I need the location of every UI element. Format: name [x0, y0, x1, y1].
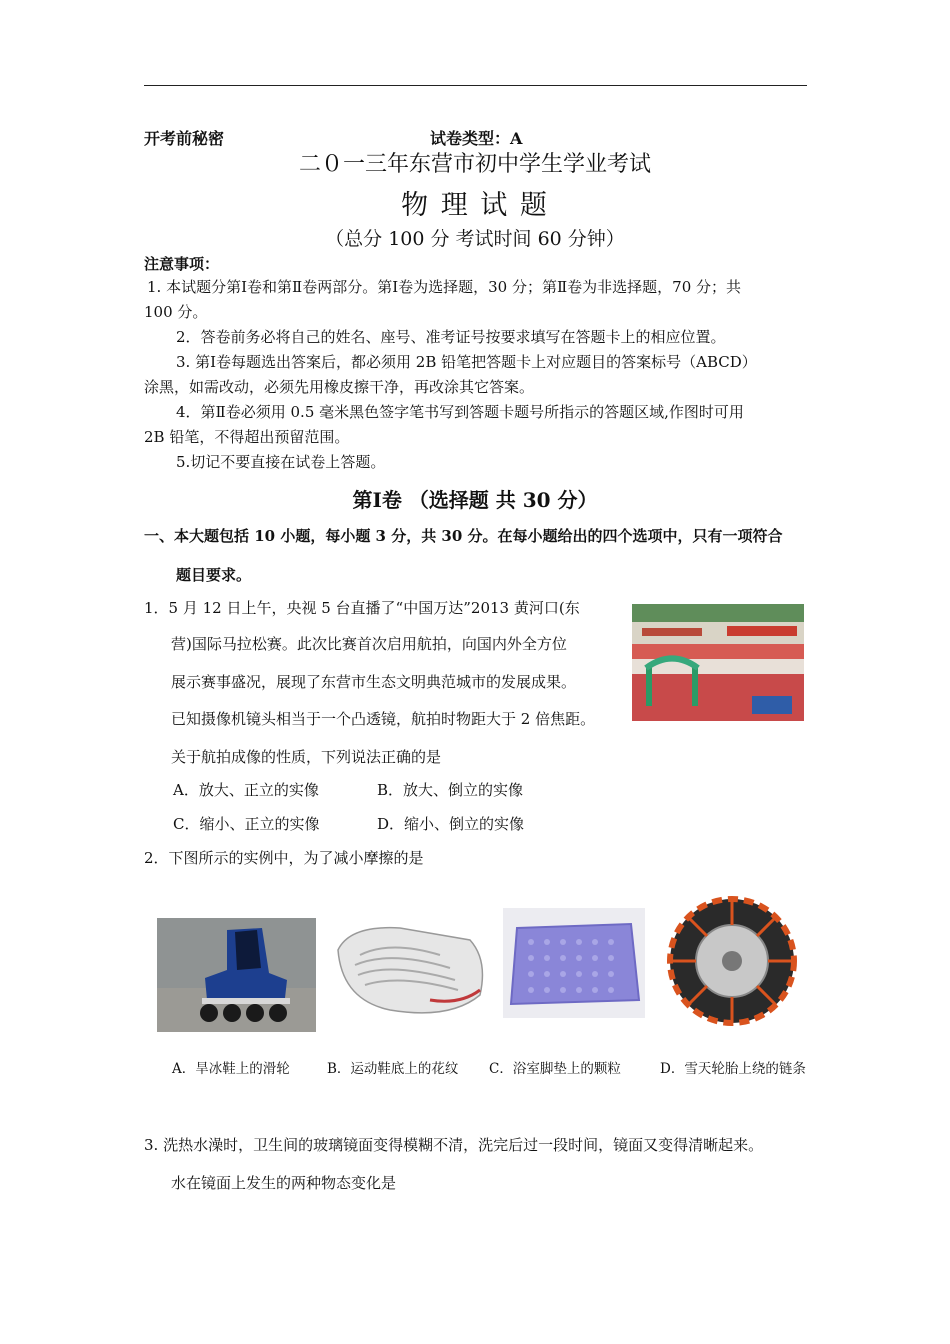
q1-line-5: 关于航拍成像的性质，下列说法正确的是 [171, 748, 442, 766]
q1-option-a: A．放大、正立的实像 [173, 781, 319, 799]
notes-heading: 注意事项： [144, 255, 220, 273]
section-intro-cont: 题目要求。 [176, 566, 252, 584]
section-intro: 一、本大题包括 10 小题，每小题 3 分，共 30 分。在每小题给出的四个选项中，只有一项符合 [144, 527, 783, 545]
q3-line-1: 3. 洗热水澡时，卫生间的玻璃镜面变得模糊不清，洗完后过一段时间，镜面又变得清晰起来。 [144, 1136, 764, 1154]
note-3-cont: 涂黑，如需改动，必须先用橡皮擦干净，再改涂其它答案。 [144, 378, 535, 396]
top-rule [144, 85, 807, 86]
q2-caption-a: A．旱冰鞋上的滑轮 [172, 1061, 290, 1077]
q2-stem: 2．下图所示的实例中，为了减小摩擦的是 [144, 849, 424, 867]
q2-caption-d: D．雪天轮胎上绕的链条 [660, 1061, 806, 1077]
q1-line-3: 展示赛事盛况，展现了东营市生态文明典范城市的发展成果。 [171, 673, 577, 691]
secret-label: 开考前秘密 [144, 129, 225, 148]
tire-chain-photo [664, 886, 800, 1036]
paper-type: 试卷类型：A [430, 129, 523, 148]
bath-mat-photo [503, 908, 645, 1018]
sneaker-sole-photo [330, 910, 491, 1038]
q1-option-d: D．缩小、倒立的实像 [377, 815, 525, 833]
q2-caption-c: C．浴室脚垫上的颗粒 [489, 1061, 621, 1077]
marathon-photo [632, 604, 804, 721]
q1-option-c: C．缩小、正立的实像 [173, 815, 320, 833]
q3-line-2: 水在镜面上发生的两种物态变化是 [171, 1174, 397, 1192]
section-title: 第Ⅰ卷 （选择题 共 30 分） [352, 488, 598, 512]
note-4: 4．第Ⅱ卷必须用 0.5 毫米黑色签字笔书写到答题卡题号所指示的答题区域,作图时可用 [176, 403, 744, 421]
exam-info: （总分 100 分 考试时间 60 分钟） [325, 228, 625, 250]
note-1: 1. 本试题分第Ⅰ卷和第Ⅱ卷两部分。第Ⅰ卷为选择题，30 分；第Ⅱ卷为非选择题，70 分；共 [147, 278, 742, 296]
q1-line-4: 已知摄像机镜头相当于一个凸透镜，航拍时物距大于 2 倍焦距。 [171, 710, 596, 728]
q1-option-b: B．放大、倒立的实像 [377, 781, 524, 799]
subject-title: 物 理 试 题 [401, 190, 549, 221]
q1-line-2: 营)国际马拉松赛。此次比赛首次启用航拍，向国内外全方位 [171, 635, 567, 653]
note-3: 3. 第Ⅰ卷每题选出答案后，都必须用 2B 铅笔把答题卡上对应题目的答案标号（ABCD） [176, 353, 757, 371]
exam-title: 二０一三年东营市初中学生学业考试 [298, 152, 651, 177]
note-5: 5.切记不要直接在试卷上答题。 [176, 453, 386, 471]
roller-skate-photo [157, 918, 316, 1032]
q2-caption-b: B．运动鞋底上的花纹 [327, 1061, 459, 1077]
note-4-cont: 2B 铅笔，不得超出预留范围。 [144, 428, 350, 446]
q1-line-1: 1．5 月 12 日上午，央视 5 台直播了“中国万达”2013 黄河口(东 [144, 599, 580, 617]
note-1-cont: 100 分。 [144, 303, 208, 321]
note-2: 2．答卷前务必将自己的姓名、座号、准考证号按要求填写在答题卡上的相应位置。 [176, 328, 726, 346]
